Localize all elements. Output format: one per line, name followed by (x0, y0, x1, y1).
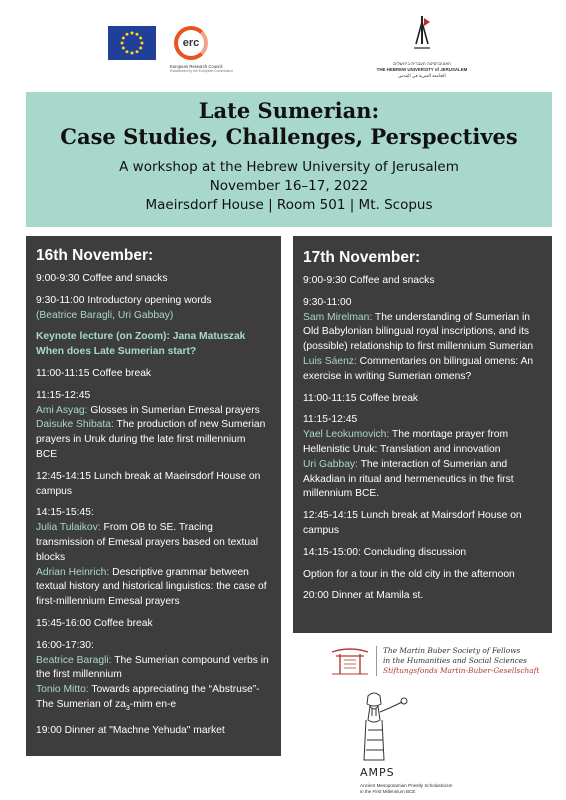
keynote-topic: When does Late Sumerian start? (36, 346, 197, 358)
item-text: 9:00-9:30 Coffee and snacks (303, 275, 435, 286)
item-text: 9:00-9:30 Coffee and snacks (36, 273, 168, 284)
buber-name-line2: in the Humanities and Social Sciences (383, 656, 527, 665)
item-text: 20:00 Dinner at Mamila st. (303, 590, 424, 602)
speaker-name: Luis Sáenz: (303, 355, 357, 367)
page-title-line2: Case Studies, Challenges, Perspectives (60, 124, 518, 149)
session-item (36, 389, 269, 463)
schedule-item (303, 509, 540, 539)
amps-caption-line2: in the First Millennium BCE (360, 789, 416, 794)
talk-title: From OB to SE. Tracing transmission of Emesal prayers based on textual blocks (36, 522, 259, 563)
day2-panel (293, 236, 552, 633)
talk-title: Glosses in Sumerian Emesal prayers (87, 404, 260, 416)
item-text: 12:45-14:15 Lunch break at Maeirsdorf House on campus (36, 470, 261, 497)
schedule-item (303, 274, 540, 289)
day2-heading: 17th November: (303, 249, 421, 266)
huji-name-english: THE HEBREW UNIVERSITY of JERUSALEM (376, 67, 468, 72)
funder-logos (108, 26, 233, 73)
speaker-name: Beatrice Baragli: (36, 654, 112, 666)
buber-name-line1: The Martin Buber Society of Fellows (383, 646, 521, 655)
speaker-name: Ami Asyag: (36, 404, 88, 416)
buber-name-line3: Stiftungsfonds Martin-Buber-Gesellschaft (383, 666, 540, 675)
speaker-name: Yael Leokumovich: (303, 429, 390, 441)
talk-title: The montage prayer from Hellenistic Uruk: Translation and innovation (303, 429, 509, 455)
session-time: 9:30-11:00 (303, 296, 352, 308)
talk-title: The understanding of Sumerian in Old Babylonian bilingual royal inscriptions, and its (possible) relationship to first millennium Sumerian (303, 311, 534, 353)
speaker-name: Uri Gabbay: (303, 458, 358, 470)
session-time: 11:15-12:45 (303, 414, 358, 426)
speaker-name: Adrian Heinrich: (36, 566, 110, 578)
talk-title: The interaction of Sumerian and Akkadian in ritual and hermeneutics in the first millennium BCE. (303, 458, 514, 500)
erc-subcaption: Established by the European Commission (170, 69, 233, 73)
schedule-item (36, 294, 269, 324)
keynote-item (36, 330, 269, 360)
erc-logo-icon (174, 26, 208, 60)
huji-logo (372, 14, 472, 79)
talk-title: Towards appreciating the “Abstruse”- The Sumerian of za (36, 684, 260, 710)
erc-mark: erc (182, 37, 200, 49)
schedule-item (36, 367, 269, 382)
speaker-name: Sam Mirelman: (303, 311, 373, 323)
workshop-subtitle: A workshop at the Hebrew University of Jerusalem (119, 159, 459, 175)
session-item (303, 413, 540, 502)
amps-logo (348, 690, 468, 794)
item-text: 11:00-11:15 Coffee break (303, 392, 419, 404)
schedule-item (303, 589, 540, 604)
schedule-item (36, 272, 269, 287)
speaker-name: Julia Tulaikov: (36, 522, 101, 534)
erc-logo (170, 26, 233, 73)
item-time: 9:30-11:00 Introductory opening words (36, 294, 212, 306)
schedule-item (303, 546, 540, 561)
schedule-item (36, 724, 269, 739)
huji-name-hebrew: האוניברסיטה העברית בירושלים (393, 61, 451, 66)
speaker-name: Daisuke Shibata: (36, 419, 114, 431)
buber-society-logo (330, 646, 550, 676)
talk-title: Descriptive grammar between textual history and historical linguistics: the case of first-millennium Emesal prayers (36, 566, 267, 608)
page-title-line1: Late Sumerian: (198, 98, 380, 123)
workshop-dates: November 16–17, 2022 (209, 178, 369, 194)
schedule-item (36, 470, 269, 500)
item-speakers: (Beatrice Baragli, Uri Gabbay) (36, 309, 174, 321)
schedule-item (303, 568, 540, 583)
item-text: 19:00 Dinner at "Machne Yehuda" market (36, 724, 225, 736)
huji-name-arabic: الجامعة العبرية في القدس (398, 73, 446, 78)
session-item (36, 639, 269, 717)
eu-flag-icon (108, 26, 156, 60)
talk-title: Commentaries on bilingual omens: An exercise in writing Sumerian omens? (303, 355, 534, 382)
session-item (303, 296, 540, 385)
item-text: 14:15-15:00: Concluding discussion (303, 546, 467, 558)
talk-title: The production of new Sumerian prayers in Uruk during the late first millennium BCE (36, 419, 266, 460)
schedule-item (303, 392, 540, 407)
erc-caption: European Research Council (170, 64, 223, 69)
item-text: 15:45-16:00 Coffee break (36, 617, 153, 629)
item-text: 12:45-14:15 Lunch break at Mairsdorf House on campus (303, 510, 522, 536)
item-text: 11:00-11:15 Coffee break (36, 367, 152, 379)
session-item (36, 506, 269, 610)
session-time: 14:15-15:45: (36, 507, 94, 519)
amps-wordmark: AMPS (360, 766, 395, 779)
subscript-index: 3 (125, 704, 130, 712)
keynote-title: Keynote lecture (on Zoom): Jana Matuszak (36, 331, 246, 343)
huji-logo-icon (409, 14, 435, 56)
header-band (26, 92, 552, 227)
session-time: 16:00-17:30: (36, 639, 94, 651)
item-text: Option for a tour in the old city in the afternoon (303, 568, 515, 580)
speaker-name: Tonio Mitto: (36, 684, 89, 696)
talk-title-end: -mim en-e (129, 698, 177, 710)
session-time: 11:15-12:45 (36, 389, 91, 401)
schedule-item (36, 617, 269, 632)
buber-gate-icon (330, 646, 370, 676)
day1-heading: 16th November: (36, 247, 154, 264)
talk-title: The Sumerian compound verbs in the first millennium (36, 654, 269, 681)
workshop-venue: Maeirsdorf House | Room 501 | Mt. Scopus (145, 197, 433, 213)
amps-caption-line1: Ancient Mesopotamian Priestly Scholasticism (360, 783, 453, 788)
day1-panel (26, 236, 281, 756)
